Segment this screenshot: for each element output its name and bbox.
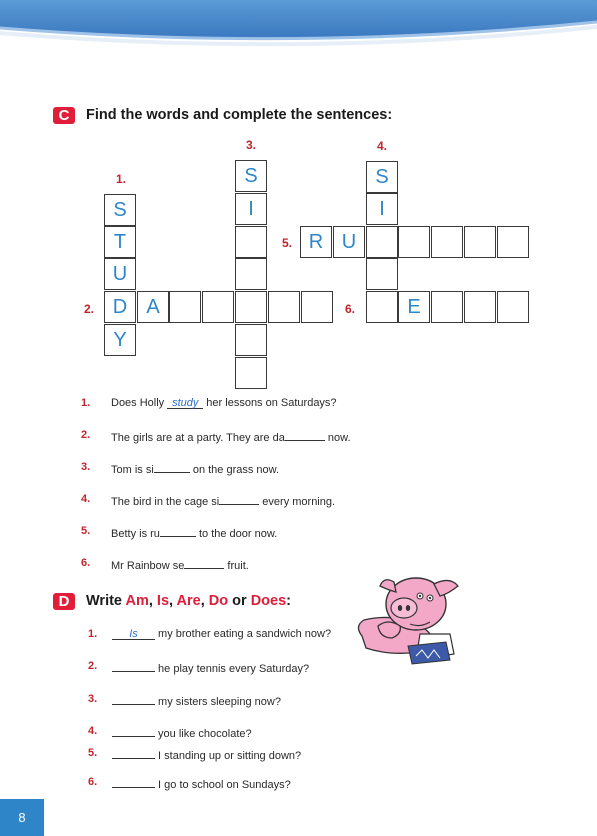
d-sentence-number: 3. xyxy=(88,693,98,705)
d-sentence-number: 2. xyxy=(88,660,98,672)
keyword-am: Am xyxy=(125,593,149,609)
section-c-title: Find the words and complete the sentences: xyxy=(86,107,393,123)
cw-cell-4-3[interactable] xyxy=(366,226,398,258)
header-banner xyxy=(0,0,597,60)
d-answer-blank-6[interactable] xyxy=(112,776,155,788)
d-sentence-text: he play tennis every Saturday? xyxy=(155,663,310,675)
cw-cell-4-4[interactable] xyxy=(366,258,398,290)
section-c-badge: C xyxy=(53,107,75,124)
cw-cell-6-4[interactable] xyxy=(464,291,496,323)
cw-cell-1-3[interactable]: U xyxy=(104,258,136,290)
c-sentence-text: now. xyxy=(324,432,351,444)
d-sentence-number: 5. xyxy=(88,747,98,759)
d-sentence-text: my brother eating a sandwich now? xyxy=(155,628,332,640)
d-answer-blank-3[interactable] xyxy=(112,693,155,705)
cw-cell-3-3[interactable] xyxy=(235,226,267,258)
keyword-is: Is xyxy=(156,593,170,609)
c-sentence-text: The girls are at a party. They are da xyxy=(111,432,285,444)
keyword-do: Do xyxy=(208,593,229,609)
d-answer-text: Is xyxy=(129,628,138,640)
section-d-title-text: Write xyxy=(86,593,126,609)
c-sentence-number: 1. xyxy=(81,397,91,409)
keyword-does: Does xyxy=(250,593,287,609)
c-sentence-text: Tom is si xyxy=(111,464,154,476)
cw-cell-3-4[interactable] xyxy=(235,258,267,290)
title-separator: , xyxy=(200,593,209,609)
c-sentence-number: 3. xyxy=(81,461,91,473)
c-answer-blank-6[interactable] xyxy=(184,557,224,569)
clue-number-2: 2. xyxy=(84,302,95,316)
d-answer-blank-5[interactable] xyxy=(112,747,155,759)
cw-cell-4-2[interactable]: I xyxy=(366,193,398,225)
title-separator: or xyxy=(228,593,251,609)
cw-cell-2-2[interactable]: A xyxy=(137,291,169,323)
title-separator: : xyxy=(286,593,292,609)
cw-cell-5-1[interactable]: R xyxy=(300,226,332,258)
cw-cell-4-5[interactable] xyxy=(366,291,398,323)
cw-cell-1-2[interactable]: T xyxy=(104,226,136,258)
clue-number-6: 6. xyxy=(345,302,356,316)
c-sentence-text: fruit. xyxy=(224,560,249,572)
cw-cell-2-3[interactable] xyxy=(169,291,201,323)
c-sentence-text: The bird in the cage si xyxy=(111,496,220,508)
d-answer-blank-4[interactable] xyxy=(112,725,155,737)
page-number: 8 xyxy=(0,799,44,836)
c-answer-text: study xyxy=(172,397,199,409)
cw-cell-6-2[interactable]: E xyxy=(398,291,430,323)
c-answer-blank-1[interactable] xyxy=(167,397,203,409)
c-sentence-text: on the grass now. xyxy=(189,464,280,476)
cw-cell-1-1[interactable]: S xyxy=(104,194,136,226)
cw-cell-3-7[interactable] xyxy=(235,357,267,389)
d-sentence-number: 1. xyxy=(88,628,98,640)
cw-cell-5-7[interactable] xyxy=(497,226,529,258)
d-sentence-number: 6. xyxy=(88,776,98,788)
d-sentence-text: you like chocolate? xyxy=(155,728,252,740)
cw-cell-1-4[interactable]: D xyxy=(104,291,136,323)
c-sentence-text: Betty is ru xyxy=(111,528,160,540)
cw-cell-2-4[interactable] xyxy=(202,291,234,323)
d-answer-blank-1[interactable] xyxy=(112,628,155,640)
c-answer-blank-5[interactable] xyxy=(160,525,196,537)
cw-cell-5-5[interactable] xyxy=(431,226,463,258)
d-sentence-text: I standing up or sitting down? xyxy=(155,750,302,762)
cw-cell-6-3[interactable] xyxy=(431,291,463,323)
clue-number-1: 1. xyxy=(116,172,127,186)
cw-cell-3-6[interactable] xyxy=(235,324,267,356)
c-sentence-number: 4. xyxy=(81,493,91,505)
c-answer-blank-4[interactable] xyxy=(219,493,259,505)
c-sentence-number: 5. xyxy=(81,525,91,537)
c-sentence-text: to the door now. xyxy=(195,528,278,540)
cw-cell-5-2[interactable]: U xyxy=(333,226,365,258)
cw-cell-3-5[interactable] xyxy=(235,291,267,323)
c-sentence-text: Does Holly xyxy=(111,397,168,409)
cw-cell-2-7[interactable] xyxy=(301,291,333,323)
clue-number-3: 3. xyxy=(246,138,257,152)
d-sentence-text: I go to school on Sundays? xyxy=(155,779,291,791)
cw-cell-1-5[interactable]: Y xyxy=(104,324,136,356)
d-sentence-number: 4. xyxy=(88,725,98,737)
cw-cell-2-6[interactable] xyxy=(268,291,300,323)
clue-number-4: 4. xyxy=(377,139,388,153)
cw-cell-5-6[interactable] xyxy=(464,226,496,258)
c-sentence-text: every morning. xyxy=(259,496,336,508)
keyword-are: Are xyxy=(176,593,201,609)
c-answer-blank-2[interactable] xyxy=(285,429,325,441)
c-sentence-number: 2. xyxy=(81,429,91,441)
c-sentence-text: her lessons on Saturdays? xyxy=(203,397,337,409)
pig-illustration xyxy=(350,574,468,666)
cw-cell-4-1[interactable]: S xyxy=(366,161,398,193)
cw-cell-3-1[interactable]: S xyxy=(235,160,267,192)
c-sentence-text: Mr Rainbow se xyxy=(111,560,185,572)
d-answer-blank-2[interactable] xyxy=(112,660,155,672)
cw-cell-5-4[interactable] xyxy=(398,226,430,258)
title-separator: , xyxy=(148,593,157,609)
section-d-badge: D xyxy=(53,593,75,610)
title-separator: , xyxy=(169,593,177,609)
cw-cell-6-5[interactable] xyxy=(497,291,529,323)
c-answer-blank-3[interactable] xyxy=(154,461,190,473)
cw-cell-3-2[interactable]: I xyxy=(235,193,267,225)
section-d-title xyxy=(86,593,291,609)
c-sentence-number: 6. xyxy=(81,557,91,569)
clue-number-5: 5. xyxy=(282,236,293,250)
d-sentence-text: my sisters sleeping now? xyxy=(155,696,281,708)
